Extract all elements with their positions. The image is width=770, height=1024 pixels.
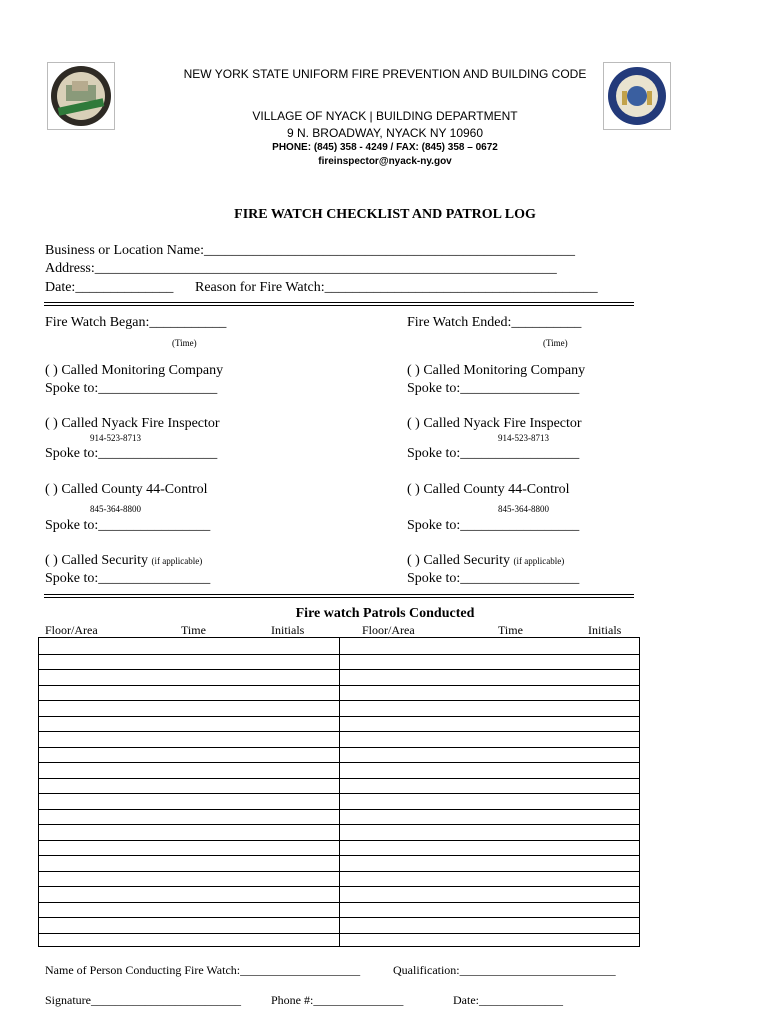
- left-county-checkbox[interactable]: ( ) Called County 44-Control: [45, 482, 208, 497]
- table-row-line: [39, 654, 639, 655]
- header-phone-fax: PHONE: (845) 358 - 4249 / FAX: (845) 358 – 0672: [272, 142, 498, 153]
- col-initials-right: Initials: [588, 623, 622, 637]
- header-code-title: NEW YORK STATE UNIFORM FIRE PREVENTION AND BUILDING CODE: [183, 67, 587, 81]
- left-security-checkbox[interactable]: [45, 553, 202, 569]
- right-spoke-to-1[interactable]: Spoke to:_________________: [407, 381, 580, 396]
- date-field[interactable]: Date:______________: [45, 280, 174, 295]
- table-row-line: [39, 685, 639, 686]
- person-conducting-field[interactable]: Name of Person Conducting Fire Watch:____________________: [45, 963, 361, 977]
- right-inspector-phone: 914-523-8713: [498, 433, 549, 443]
- left-spoke-to-1[interactable]: Spoke to:_________________: [45, 381, 218, 396]
- qualification-field[interactable]: Qualification:__________________________: [393, 963, 616, 977]
- left-inspector-checkbox[interactable]: ( ) Called Nyack Fire Inspector: [45, 416, 220, 431]
- right-spoke-to-2[interactable]: Spoke to:_________________: [407, 446, 580, 461]
- table-row-line: [39, 871, 639, 872]
- table-row-line: [39, 840, 639, 841]
- col-time-right: Time: [498, 623, 523, 637]
- header-department: VILLAGE OF NYACK | BUILDING DEPARTMENT: [252, 109, 518, 123]
- right-county-phone: 845-364-8800: [498, 504, 549, 514]
- right-county-checkbox[interactable]: ( ) Called County 44-Control: [407, 482, 570, 497]
- table-row-line: [39, 700, 639, 701]
- table-row-line: [39, 902, 639, 903]
- left-spoke-to-4[interactable]: Spoke to:________________: [45, 571, 211, 586]
- right-inspector-checkbox[interactable]: ( ) Called Nyack Fire Inspector: [407, 416, 582, 431]
- table-row-line: [39, 809, 639, 810]
- left-security-note: (if applicable): [151, 556, 203, 566]
- table-row-line: [39, 731, 639, 732]
- right-security-checkbox[interactable]: [407, 553, 564, 569]
- table-row-line: [39, 824, 639, 825]
- right-security-label: ( ) Called Security: [407, 553, 511, 568]
- table-row-line: [39, 917, 639, 918]
- fire-watch-began-field[interactable]: Fire Watch Began:___________: [45, 315, 227, 330]
- form-title: FIRE WATCH CHECKLIST AND PATROL LOG: [234, 207, 536, 222]
- col-floor-area-right: Floor/Area: [362, 623, 415, 637]
- table-row-line: [39, 747, 639, 748]
- began-time-note: (Time): [172, 338, 197, 348]
- section-divider-2: [44, 594, 634, 598]
- left-spoke-to-2[interactable]: Spoke to:_________________: [45, 446, 218, 461]
- fire-watch-ended-field[interactable]: Fire Watch Ended:__________: [407, 315, 582, 330]
- reason-field[interactable]: Reason for Fire Watch:_______________________________________: [195, 280, 598, 295]
- header-email: fireinspector@nyack-ny.gov: [318, 156, 452, 167]
- table-row-line: [39, 778, 639, 779]
- table-row-line: [39, 886, 639, 887]
- business-name-field[interactable]: Business or Location Name:_____________________________________________________: [45, 243, 576, 258]
- left-inspector-phone: 914-523-8713: [90, 433, 141, 443]
- left-spoke-to-3[interactable]: Spoke to:________________: [45, 518, 211, 533]
- col-initials-left: Initials: [271, 623, 305, 637]
- address-field[interactable]: Address:__________________________________________________________________: [45, 261, 557, 276]
- left-monitoring-checkbox[interactable]: ( ) Called Monitoring Company: [45, 363, 224, 378]
- patrol-log-table[interactable]: [38, 637, 640, 947]
- section-divider: [44, 302, 634, 306]
- right-security-note: (if applicable): [513, 556, 565, 566]
- table-row-line: [39, 793, 639, 794]
- table-row-line: [39, 669, 639, 670]
- left-security-label: ( ) Called Security: [45, 553, 149, 568]
- right-spoke-to-3[interactable]: Spoke to:_________________: [407, 518, 580, 533]
- left-county-phone: 845-364-8800: [90, 504, 141, 514]
- patrols-title: Fire watch Patrols Conducted: [295, 606, 475, 621]
- col-time-left: Time: [181, 623, 206, 637]
- date-footer-field[interactable]: Date:______________: [453, 993, 563, 1007]
- signature-field[interactable]: Signature_________________________: [45, 993, 241, 1007]
- ended-time-note: (Time): [543, 338, 568, 348]
- col-floor-area-left: Floor/Area: [45, 623, 98, 637]
- phone-field[interactable]: Phone #:_______________: [271, 993, 404, 1007]
- header-address: 9 N. BROADWAY, NYACK NY 10960: [286, 126, 484, 140]
- table-row-line: [39, 762, 639, 763]
- table-row-line: [39, 855, 639, 856]
- right-spoke-to-4[interactable]: Spoke to:_________________: [407, 571, 580, 586]
- table-row-line: [39, 933, 639, 934]
- right-monitoring-checkbox[interactable]: ( ) Called Monitoring Company: [407, 363, 586, 378]
- table-row-line: [39, 716, 639, 717]
